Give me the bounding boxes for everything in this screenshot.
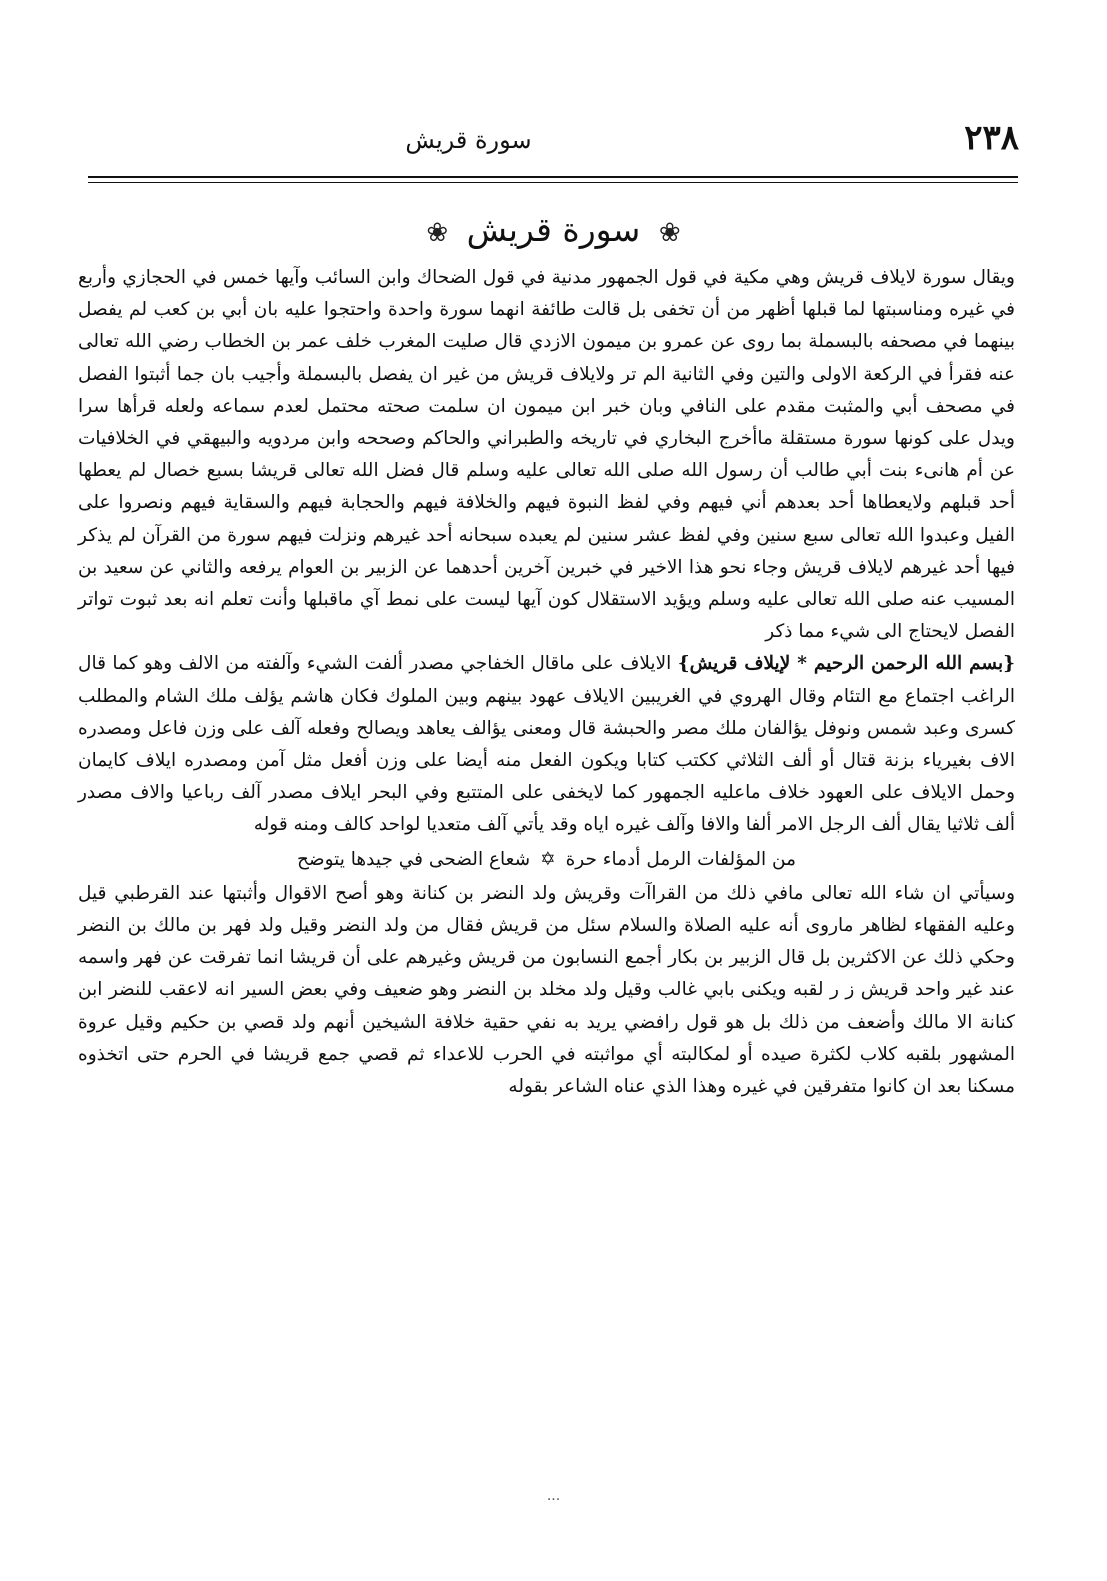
- ornament-left-icon: ❀: [426, 218, 449, 248]
- running-title: سورة قريش: [405, 126, 532, 154]
- page-body: [78, 262, 1015, 1103]
- surah-title: سورة قريش: [466, 210, 641, 249]
- page-header: [88, 118, 1019, 166]
- surah-heading: [0, 210, 1107, 249]
- poem-hemistich-second: شعاع الضحى في جيدها يتوضح: [296, 848, 531, 870]
- paragraph-ilaf-text: الايلاف على ماقال الخفاجي مصدر ألفت الشيء وآلفته من الالف وهو كما قال الراغب اجتماع مع التئام وقال الهروي في الغريبين الايلاف عهود بينهم وبين الملوك فكان هاشم يؤلف ملك الشام والمطلب كسرى وعبد شمس ونوفل يؤالفان ملك مصر والحبشة قال ومعنى يؤالف يعاهد ويصالح وفعله آلف على وزن فاعل ومصدره الاف بغيرياء بزنة قتال أو ألف الثلاثي ككتب كتابا ويكون الفعل منه أيضا على وزن أفعل مثل آمن ومصدره ايلاف كايمان وحمل الايلاف على العهود خلاف ماعليه الجمهور كما لايخفى على المتتبع وفي البحر ايلاف مصدر آلف رباعيا والاف مصدر ألف ثلاثيا يقال ألف الرجل الامر ألفا والافا وآلف غيره اياه وقد يأتي آلف متعديا لواحد كالف ومنه قوله: [78, 653, 1015, 836]
- header-rule-thin: [88, 182, 1018, 183]
- paragraph-quraysh: وسيأتي ان شاء الله تعالى مافي ذلك من القراآت وقريش ولد النضر بن كنانة وهو أصح الاقوال وأثبتها عند القرطبي قيل وعليه الفقهاء لظاهر ماروى أنه عليه الصلاة والسلام سئل من قريش فقال من ولد النضر وقيل ولد فهر بن مالك بن النضر وحكي ذلك عن الاكثرين بل قال الزبير بن بكار أجمع النسابون من قريش وغيرهم على أن قريشا انما تفرقت عن فهر واسمه عند غير واحد قريش ز ر لقبه ويكنى بابي غالب وقيل ولد مخلد بن النضر وهو ضعيف وفي بعض السير انه لاعقب للنضر ابن كنانة الا مالك وأضعف من ذلك بل هو قول رافضي يريد به نفي حقية خلافة الشيخين أنهم ولد قصي بن حكيم وقيل عروة المشهور بلقبه كلاب لكثرة صيده أو لمكالبته أي مواثبته في الحرب للاعداء ثم قصي جمع قريشا في الحرم حتى اتخذوه مسكنا بعد ان كانوا متفرقين في غيره وهذا الذي عناه الشاعر بقوله: [78, 882, 1015, 1098]
- quran-verse: {بسم الله الرحمن الرحيم * لإيلاف قريش}: [677, 653, 1015, 675]
- footer-mark: ...: [546, 1488, 561, 1504]
- star-icon: ✡: [540, 848, 556, 870]
- paragraph-intro: ويقال سورة لايلاف قريش وهي مكية في قول الجمهور مدنية في قول الضحاك وابن السائب وآيها خمس في الحجازي وأربع في غيره ومناسبتها لما قبلها أظهر من أن تخفى بل قالت طائفة انهما سورة واحدة واحتجوا عليه بان أبي بن كعب لم يفصل بينهما في مصحفه بالبسملة بما روى عن عمرو بن ميمون الازدي قال صليت المغرب خلف عمر بن الخطاب رضي الله تعالى عنه فقرأ في الركعة الاولى والتين وفي الثانية الم تر ولايلاف قريش من غير ان يفصل بالبسملة وأجيب بان جما أثبتوا الفصل في مصحف أبي والمثبت مقدم على النافي وبان خبر ابن ميمون ان سلمت صحته محتمل لعدم سماعه ولعله قرأها سرا ويدل على كونها سورة مستقلة ماأخرج البخاري في تاريخه والطبراني والحاكم وصححه وابن مردويه والبيهقي في الخلافيات عن أم هانىء بنت أبي طالب أن رسول الله صلى الله تعالى عليه وسلم قال فضل الله تعالى قريشا بسبع خصال لم يعطها أحد قبلهم ولايعطاها أحد بعدهم أني فيهم وفي لفظ النبوة فيهم والخلافة فيهم والحجابة فيهم والسقاية فيهم ونصروا على الفيل وعبدوا الله تعالى سبع سنين وفي لفظ عشر سنين لم يعبده سبحانه أحد غيرهم ونزلت فيهم سورة من القرآن لم يذكر فيها أحد غيرهم لايلاف قريش وجاء نحو هذا الاخير في خبرين آخرين أحدهما عن الزبير بن العوام يرفعه والثاني عن سعيد بن المسيب عنه صلى الله تعالى عليه وسلم ويؤيد الاستقلال كون آيها ليست على نمط آي ماقبلها وأنت تعلم انه بعد ثبوت تواتر الفصل لايحتاج الى شيء مما ذكر: [78, 267, 1015, 643]
- ornament-right-icon: ❀: [658, 218, 681, 248]
- header-rule: [88, 176, 1018, 178]
- poem-line: [78, 844, 1015, 876]
- page-number: ٢٣٨: [964, 118, 1019, 158]
- paragraph-ilaf: [78, 648, 1015, 841]
- poem-hemistich-first: من المؤلفات الرمل أدماء حرة: [565, 848, 797, 870]
